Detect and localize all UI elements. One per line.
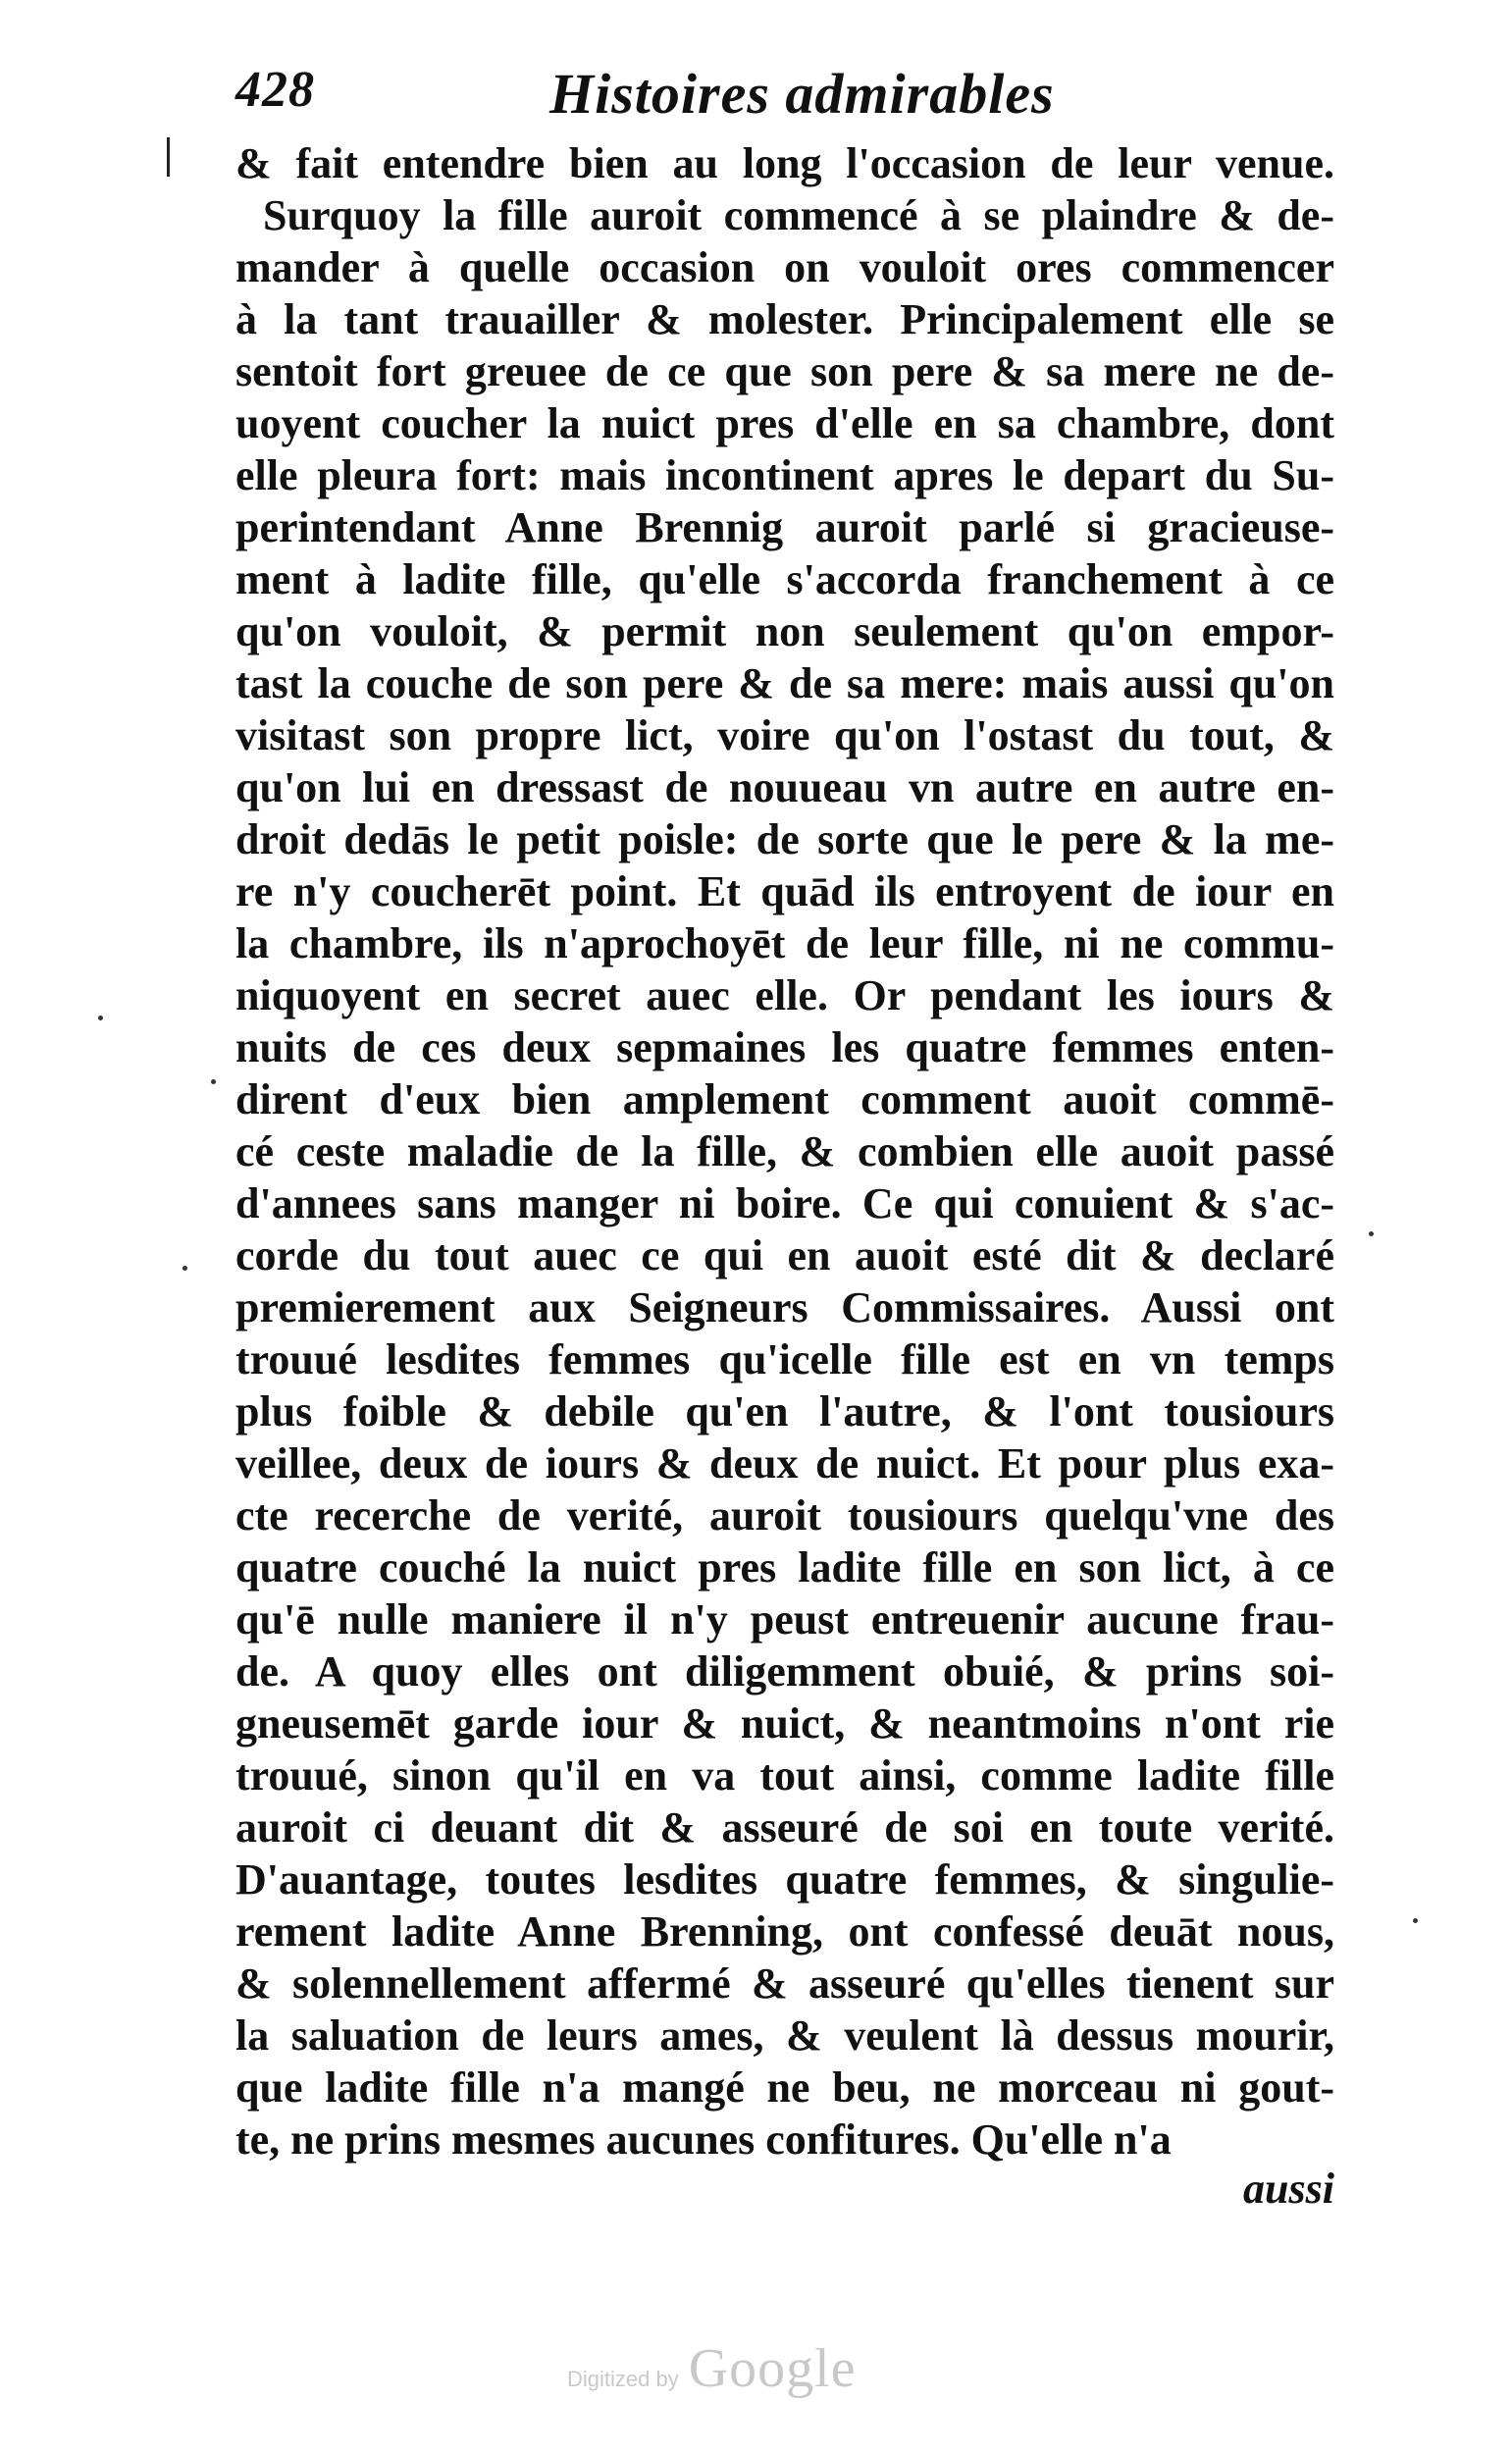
text-line: d'annees sans manger ni boire. Ce qui conuient & s'ac- bbox=[235, 1179, 1334, 1227]
text-line: cte recerche de verité, auroit tousiours quelqu'vne des bbox=[235, 1491, 1334, 1540]
margin-mark bbox=[167, 137, 170, 177]
text-line: cé ceste maladie de la fille, & combien elle auoit passé bbox=[235, 1127, 1334, 1175]
text-line: te, ne prins mesmes aucunes confitures. Qu'elle n'a bbox=[235, 2115, 1172, 2164]
text-line: & fait entendre bien au long l'occasion de leur venue. bbox=[235, 139, 1334, 187]
text-line: uoyent coucher la nuict pres d'elle en sa chambre, dont bbox=[235, 399, 1334, 447]
ink-speck bbox=[1413, 1918, 1418, 1923]
text-line: la chambre, ils n'aprochoyēt de leur fille, ni ne commu- bbox=[235, 919, 1334, 967]
watermark-brand: Google bbox=[688, 2338, 857, 2399]
ink-speck bbox=[98, 1016, 103, 1020]
body-text bbox=[235, 137, 1334, 2166]
text-line: qu'on lui en dressast de nouueau vn autre en autre en- bbox=[235, 763, 1334, 811]
text-line: auroit ci deuant dit & asseuré de soi en toute verité. bbox=[235, 1803, 1334, 1852]
catchword: aussi bbox=[1243, 2165, 1334, 2213]
text-line: re n'y coucherēt point. Et quād ils entroyent de iour en bbox=[235, 867, 1334, 915]
text-line: qu'on vouloit, & permit non seulement qu'on empor- bbox=[235, 607, 1334, 655]
text-line: quatre couché la nuict pres ladite fille en son lict, à ce bbox=[235, 1543, 1334, 1592]
text-line: tast la couche de son pere & de sa mere: mais aussi qu'on bbox=[235, 659, 1334, 707]
text-line: plus foible & debile qu'en l'autre, & l'ont tousiours bbox=[235, 1387, 1334, 1435]
text-line: dirent d'eux bien amplement comment auoit commē- bbox=[235, 1075, 1334, 1123]
text-line: visitast son propre lict, voire qu'on l'ostast du tout, & bbox=[235, 711, 1334, 759]
text-line: rement ladite Anne Brenning, ont confessé deuāt nous, bbox=[235, 1907, 1334, 1956]
page-number: 428 bbox=[235, 62, 315, 118]
running-title: Histoires admirables bbox=[549, 62, 1055, 126]
text-line: perintendant Anne Brennig auroit parlé si gracieuse- bbox=[235, 503, 1334, 551]
text-line: premierement aux Seigneurs Commissaires. Aussi ont bbox=[235, 1283, 1334, 1331]
text-line: ment à ladite fille, qu'elle s'accorda franchement à ce bbox=[235, 555, 1334, 603]
text-line: de. A quoy elles ont diligemment obuié, & prins soi- bbox=[235, 1647, 1334, 1696]
page-header bbox=[235, 61, 1334, 139]
text-line: nuits de ces deux sepmaines les quatre femmes enten- bbox=[235, 1023, 1334, 1071]
text-line: veillee, deux de iours & deux de nuict. Et pour plus exa- bbox=[235, 1439, 1334, 1487]
text-line: la saluation de leurs ames, & veulent là dessus mourir, bbox=[235, 2011, 1334, 2060]
text-line: Surquoy la fille auroit commencé à se plaindre & de- bbox=[263, 191, 1334, 239]
text-line: gneusemēt garde iour & nuict, & neantmoins n'ont rie bbox=[235, 1699, 1334, 1748]
ink-speck bbox=[182, 1266, 187, 1271]
text-line: qu'ē nulle maniere il n'y peust entreuenir aucune frau- bbox=[235, 1595, 1334, 1644]
text-line: corde du tout auec ce qui en auoit esté dit & declaré bbox=[235, 1231, 1334, 1279]
text-line: sentoit fort greuee de ce que son pere & sa mere ne de- bbox=[235, 347, 1334, 395]
text-line: niquoyent en secret auec elle. Or pendant les iours & bbox=[235, 971, 1334, 1019]
text-line: mander à quelle occasion on vouloit ores commencer bbox=[235, 243, 1334, 291]
watermark bbox=[567, 2337, 857, 2400]
text-line: trouué lesdites femmes qu'icelle fille est en vn temps bbox=[235, 1335, 1334, 1383]
text-line: droit dedās le petit poisle: de sorte que le pere & la me- bbox=[235, 815, 1334, 863]
text-line: D'auantage, toutes lesdites quatre femmes, & singulie- bbox=[235, 1855, 1334, 1904]
text-line: elle pleura fort: mais incontinent apres le depart du Su- bbox=[235, 451, 1334, 499]
text-line: que ladite fille n'a mangé ne beu, ne morceau ni gout- bbox=[235, 2063, 1334, 2112]
text-line: trouué, sinon qu'il en va tout ainsi, comme ladite fille bbox=[235, 1751, 1334, 1800]
text-line: à la tant trauailler & molester. Principalement elle se bbox=[235, 295, 1334, 343]
ink-speck bbox=[211, 1079, 216, 1084]
watermark-prefix: Digitized by bbox=[567, 2367, 679, 2391]
text-line: & solennellement affermé & asseuré qu'elles tienent sur bbox=[235, 1959, 1334, 2008]
ink-speck bbox=[1369, 1231, 1374, 1236]
